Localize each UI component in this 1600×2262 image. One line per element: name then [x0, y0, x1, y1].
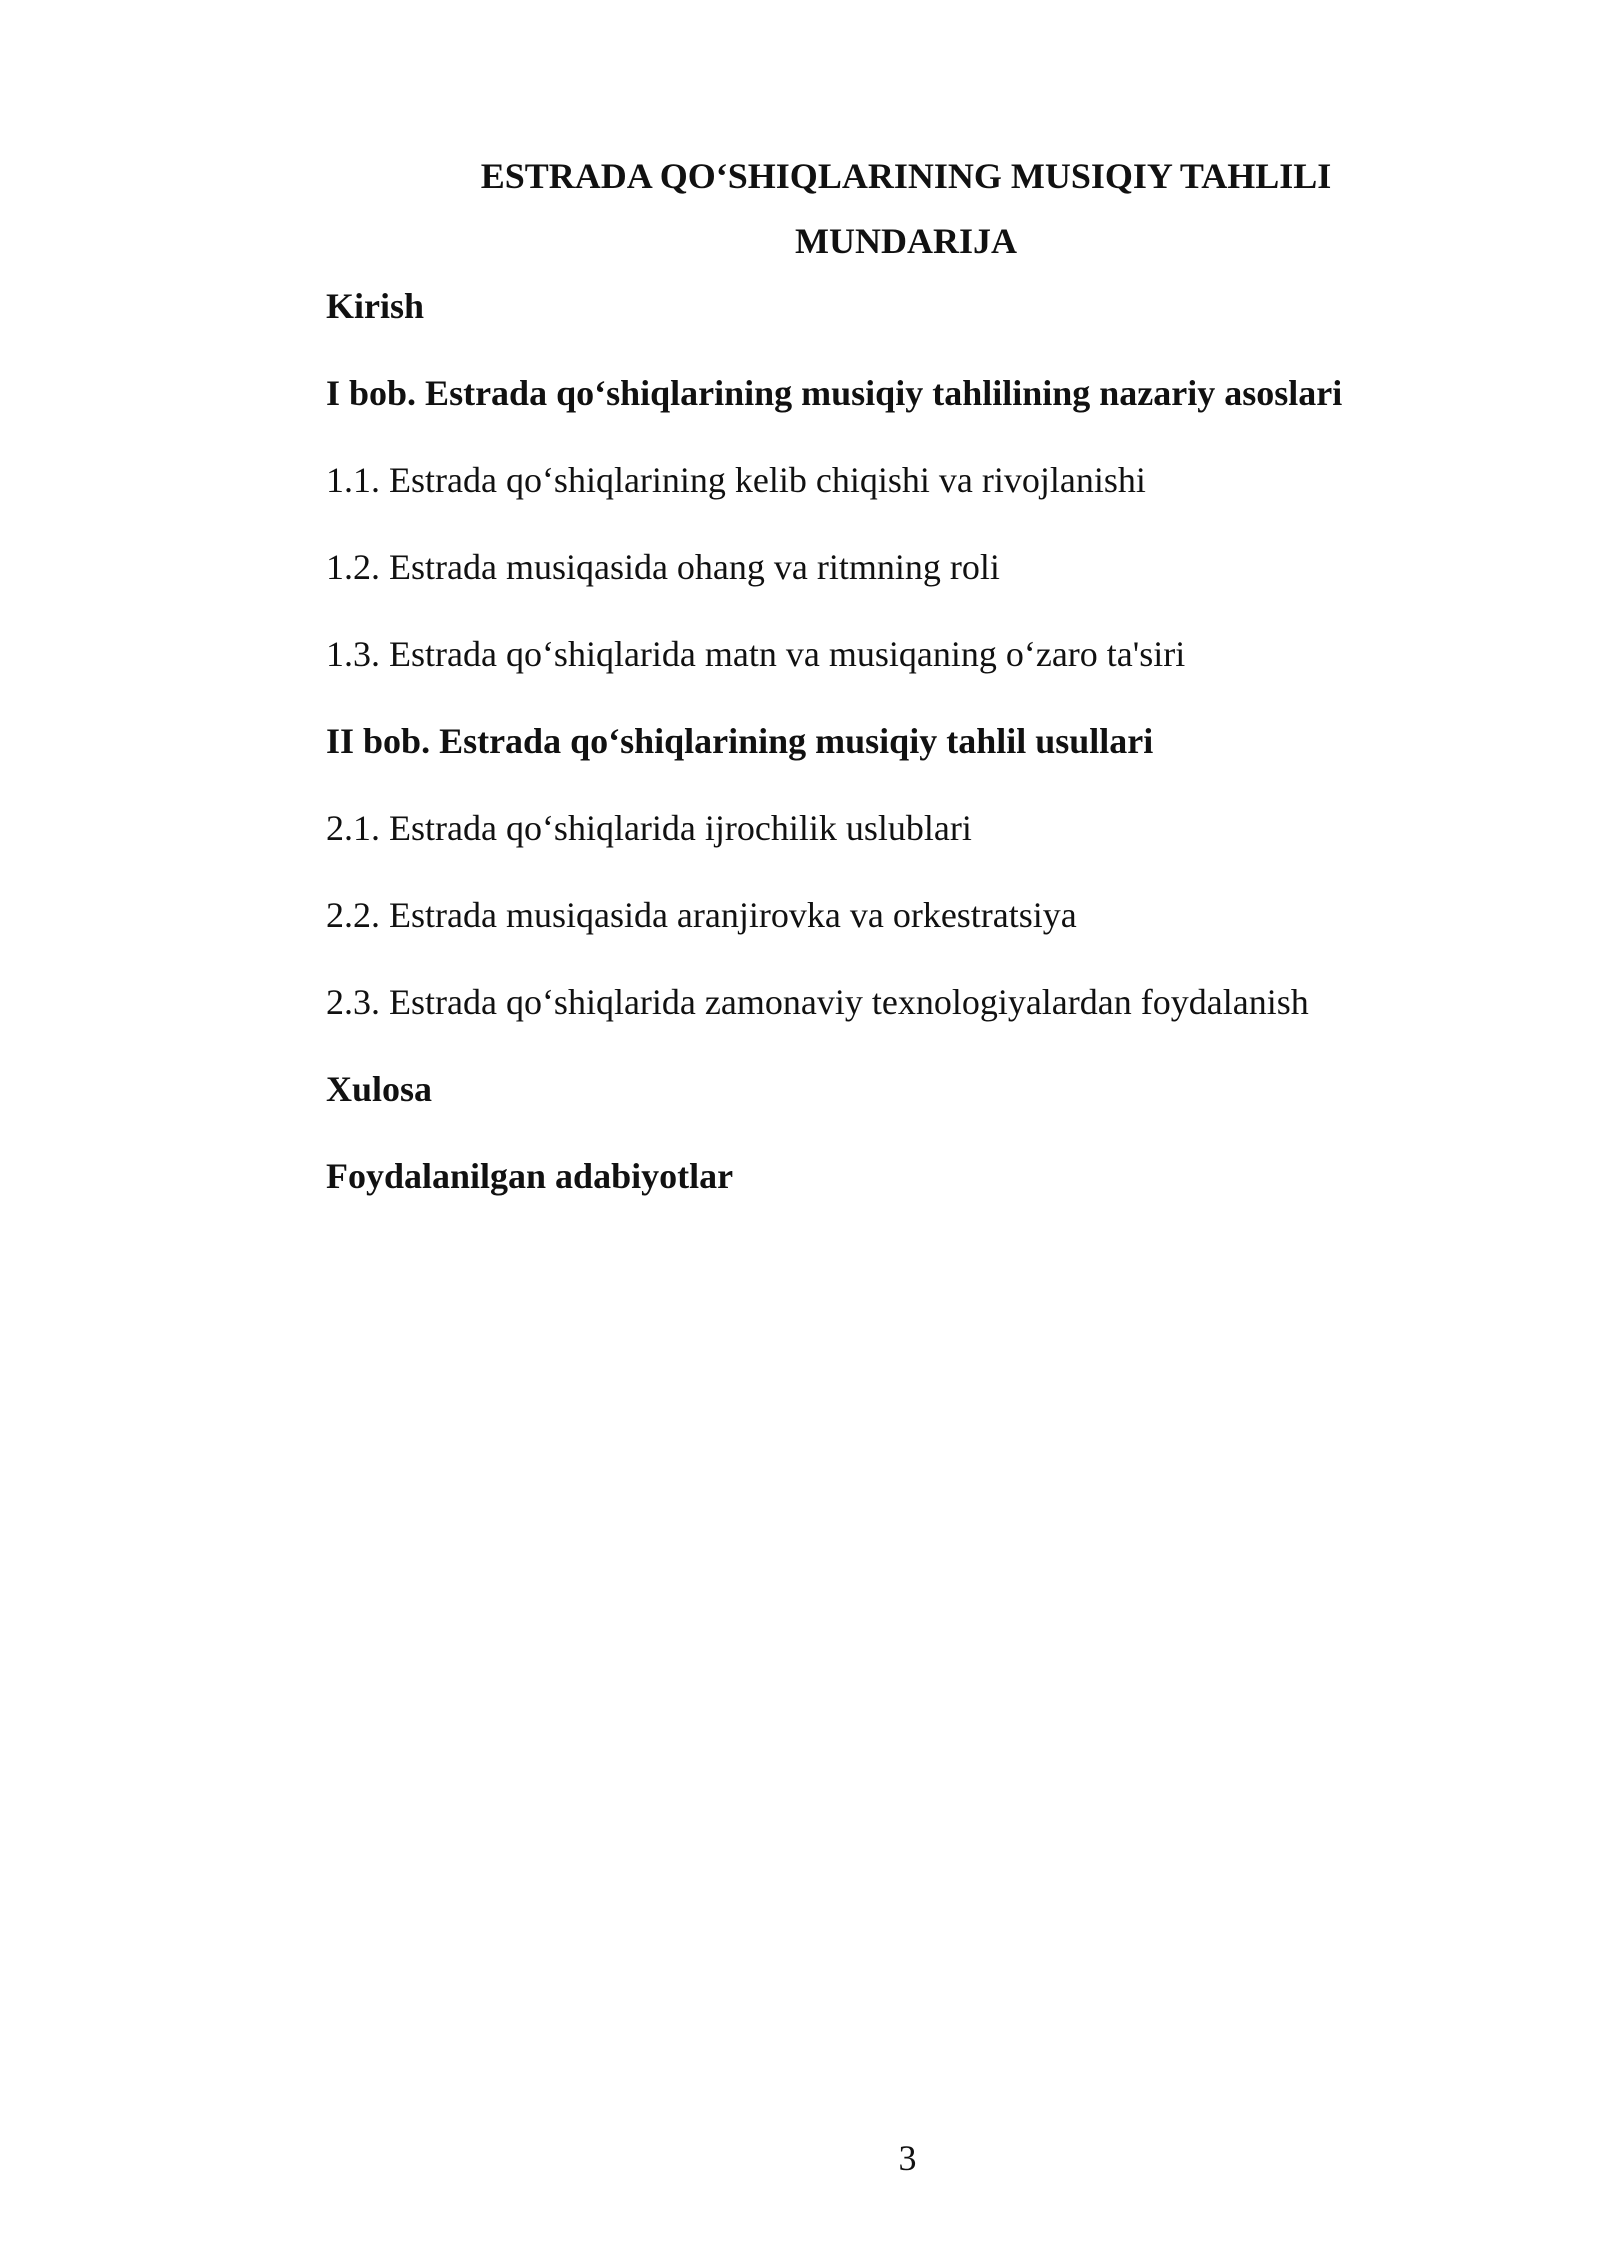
toc-entry-chapter-1: I bob. Estrada qo‘shiqlarining musiqiy tahlilining nazariy asoslari — [326, 373, 1343, 413]
toc-entry-section-1-3: 1.3. Estrada qo‘shiqlarida matn va musiqaning o‘zaro ta'siri — [326, 634, 1186, 674]
toc-entry-references: Foydalanilgan adabiyotlar — [326, 1156, 734, 1196]
table-of-contents — [326, 284, 1486, 1241]
toc-entry-chapter-2: II bob. Estrada qo‘shiqlarining musiqiy tahlil usullari — [326, 721, 1154, 761]
toc-entry-section-2-1: 2.1. Estrada qo‘shiqlarida ijrochilik uslublari — [326, 808, 972, 848]
toc-heading: MUNDARIJA — [795, 221, 1017, 261]
toc-entry-introduction: Kirish — [326, 286, 425, 326]
toc-entry-section-1-2: 1.2. Estrada musiqasida ohang va ritmning roli — [326, 547, 1000, 587]
toc-entry-section-2-2: 2.2. Estrada musiqasida aranjirovka va orkestratsiya — [326, 895, 1077, 935]
page-number: 3 — [898, 2138, 917, 2178]
toc-entry-section-1-1: 1.1. Estrada qo‘shiqlarining kelib chiqishi va rivojlanishi — [326, 460, 1146, 500]
toc-entry-section-2-3: 2.3. Estrada qo‘shiqlarida zamonaviy texnologiyalardan foydalanish — [326, 982, 1309, 1022]
document-title: ESTRADA QO‘SHIQLARINING MUSIQIY TAHLILI — [480, 156, 1332, 196]
toc-entry-conclusion: Xulosa — [326, 1069, 433, 1109]
